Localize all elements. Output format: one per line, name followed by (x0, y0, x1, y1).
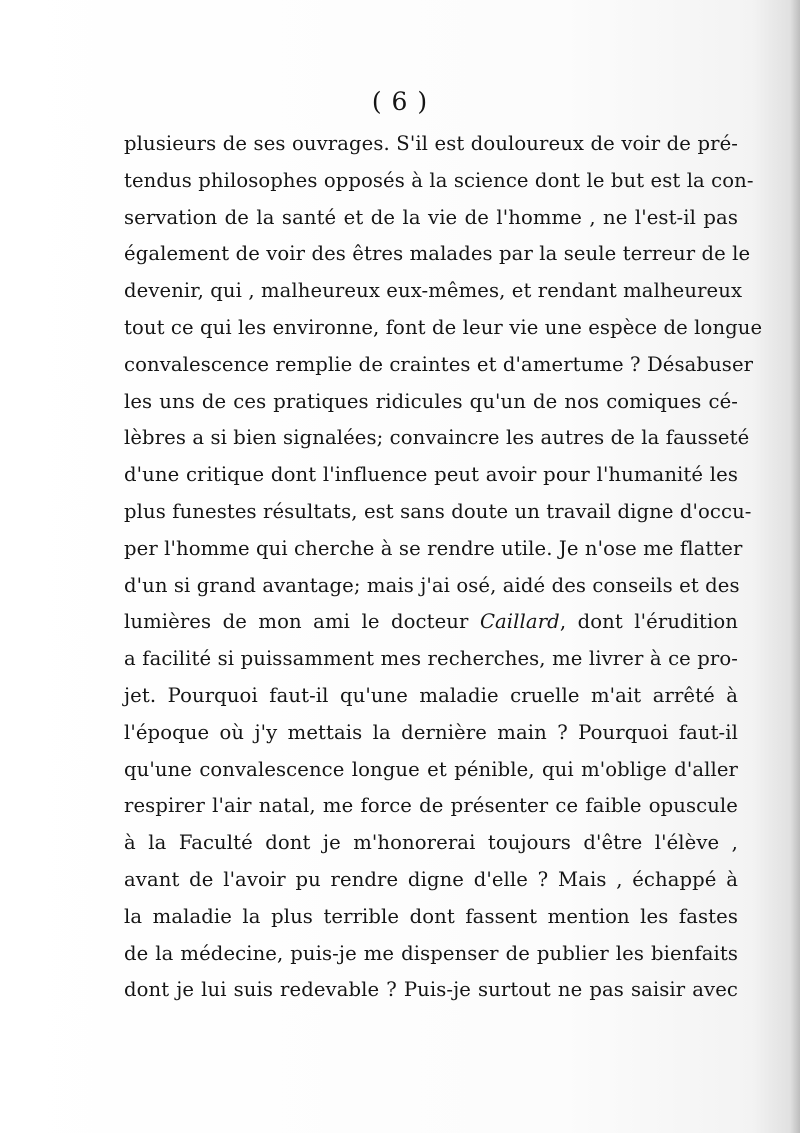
text-line: dont je lui suis redevable ? Puis-je surtout ne pas saisir avec (124, 978, 738, 1002)
text-segment: , dont l'érudition (559, 610, 739, 634)
text-line: per l'homme qui cherche à se rendre utile. Je n'ose me flatter (124, 536, 743, 560)
text-line: convalescence remplie de craintes et d'amertume ? Désabuser (124, 352, 754, 376)
text-line: d'un si grand avantage; mais j'ai osé, aidé des conseils et des (124, 573, 740, 597)
text-line: devenir, qui , malheureux eux-mêmes, et rendant malheureux (124, 279, 743, 303)
text-line: qu'une convalescence longue et pénible, qui m'oblige d'aller (124, 757, 738, 781)
text-line: servation de la santé et de la vie de l'homme , ne l'est-il pas (124, 205, 738, 229)
body-text (124, 126, 763, 1009)
text-line (124, 604, 738, 641)
text-line: d'une critique dont l'influence peut avoir pour l'humanité les (124, 463, 738, 487)
text-line: a facilité si puissamment mes recherches, me livrer à ce pro- (124, 647, 738, 671)
text-segment: lumières de mon ami le docteur (124, 610, 480, 634)
text-line: plusieurs de ses ouvrages. S'il est douloureux de voir de pré- (124, 132, 738, 155)
text-line: également de voir des êtres malades par la seule terreur de le (124, 242, 751, 266)
text-line: plus funestes résultats, est sans doute un travail digne d'occu- (124, 499, 752, 523)
text-line: la maladie la plus terrible dont fassent mention les fastes (124, 904, 738, 928)
text-line: les uns de ces pratiques ridicules qu'un de nos comiques cé- (124, 389, 738, 413)
text-line: avant de l'avoir pu rendre digne d'elle ? Mais , échappé à (124, 867, 738, 891)
text-line: tout ce qui les environne, font de leur vie une espèce de longue (124, 315, 763, 339)
page-number: ( 6 ) (371, 87, 429, 116)
text-line: l'époque où j'y mettais la dernière main ? Pourquoi faut-il (124, 720, 738, 744)
italic-name: Caillard (479, 610, 560, 634)
text-line: tendus philosophes opposés à la science dont le but est la con- (124, 168, 754, 192)
text-line: lèbres a si bien signalées; convaincre les autres de la fausseté (124, 426, 750, 450)
text-line: de la médecine, puis-je me dispenser de publier les bienfaits (124, 941, 738, 965)
text-line: à la Faculté dont je m'honorerai toujours d'être l'élève , (124, 831, 738, 855)
page-edge-shadow (790, 0, 800, 1133)
text-line: respirer l'air natal, me force de présenter ce faible opuscule (124, 794, 738, 818)
text-line: jet. Pourquoi faut-il qu'une maladie cruelle m'ait arrêté à (124, 683, 738, 707)
